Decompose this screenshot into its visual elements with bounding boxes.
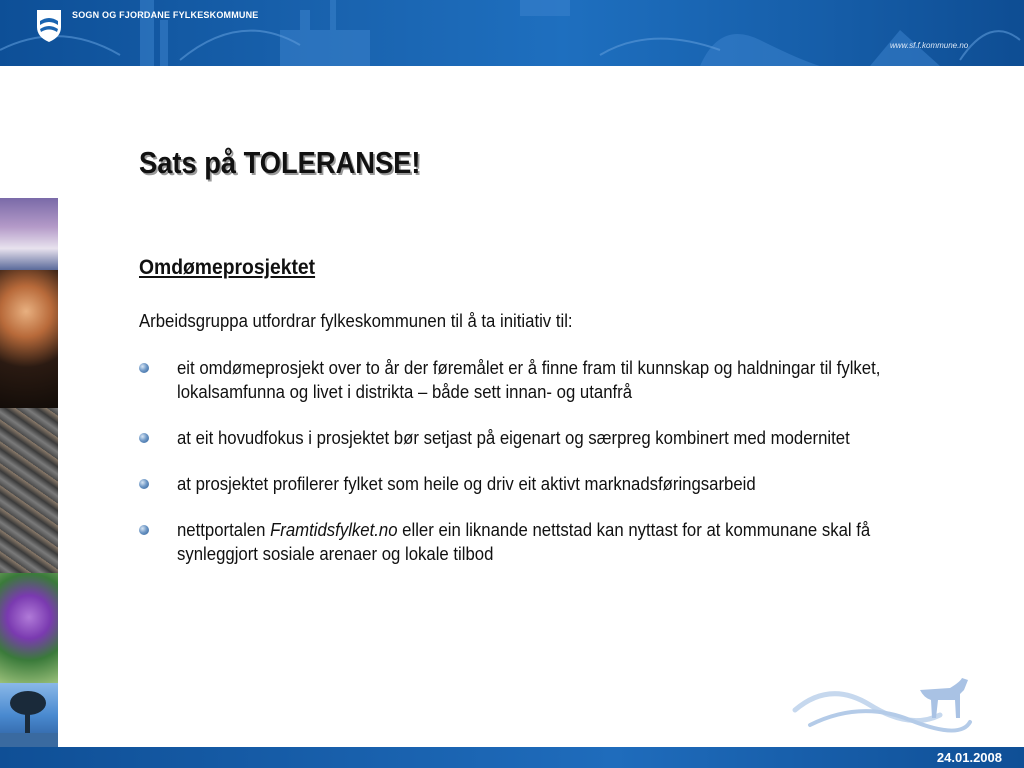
bullet-text xyxy=(177,518,902,566)
county-shield-logo xyxy=(36,9,62,43)
mountain-photo xyxy=(0,198,58,270)
bullet-text: eit omdømeprosjekt over to år der føremålet er å finne fram til kunnskap og haldningar til fylket, lokalsamfunna og livet i distrikta – både sett innan- og utanfrå xyxy=(177,358,881,402)
tree-photo xyxy=(0,683,58,747)
bullet-text: at eit hovudfokus i prosjektet bør setjast på eigenart og særpreg kombinert med modernitet xyxy=(177,428,850,448)
slide-subtitle: Omdømeprosjektet xyxy=(139,256,316,279)
bullet-text: at prosjektet profilerer fylket som heile og driv eit aktivt marknadsføringsarbeid xyxy=(177,474,756,494)
foxglove-photo xyxy=(0,573,58,683)
bullet-text-suffix: eller ein liknande nettstad kan nyttast for at kommunane skal få synleggjort sosiale arenaer og lokale tilbod xyxy=(177,520,871,564)
bullet-text-prefix: nettportalen xyxy=(177,520,271,540)
slide-title: Sats på TOLERANSE! xyxy=(139,145,421,180)
header-banner xyxy=(0,0,1024,66)
portal-name: Framtidsfylket.no xyxy=(270,520,398,540)
intro-text: Arbeidsgruppa utfordrar fylkeskommunen til å ta initiativ til: xyxy=(139,311,573,331)
bullet-sphere-icon xyxy=(139,479,149,489)
left-photo-strip xyxy=(0,198,58,747)
bullet-sphere-icon xyxy=(139,525,149,535)
bullet-sphere-icon xyxy=(139,433,149,443)
bullet-sphere-icon xyxy=(139,363,149,373)
bullet-item xyxy=(139,472,899,496)
footer-bar xyxy=(0,747,1024,768)
bullet-list xyxy=(139,356,899,588)
horse-logo-icon xyxy=(790,670,980,745)
website-url: www.sf.f.kommune.no xyxy=(890,41,969,50)
bullet-item xyxy=(139,356,899,404)
org-name: SOGN OG FJORDANE FYLKESKOMMUNE xyxy=(72,10,259,20)
tree-silhouette xyxy=(0,683,58,747)
violinist-photo xyxy=(0,270,58,408)
carving-photo xyxy=(0,408,58,573)
bullet-item xyxy=(139,426,899,450)
bullet-item xyxy=(139,518,899,566)
slide-date: 24.01.2008 xyxy=(936,750,1002,765)
